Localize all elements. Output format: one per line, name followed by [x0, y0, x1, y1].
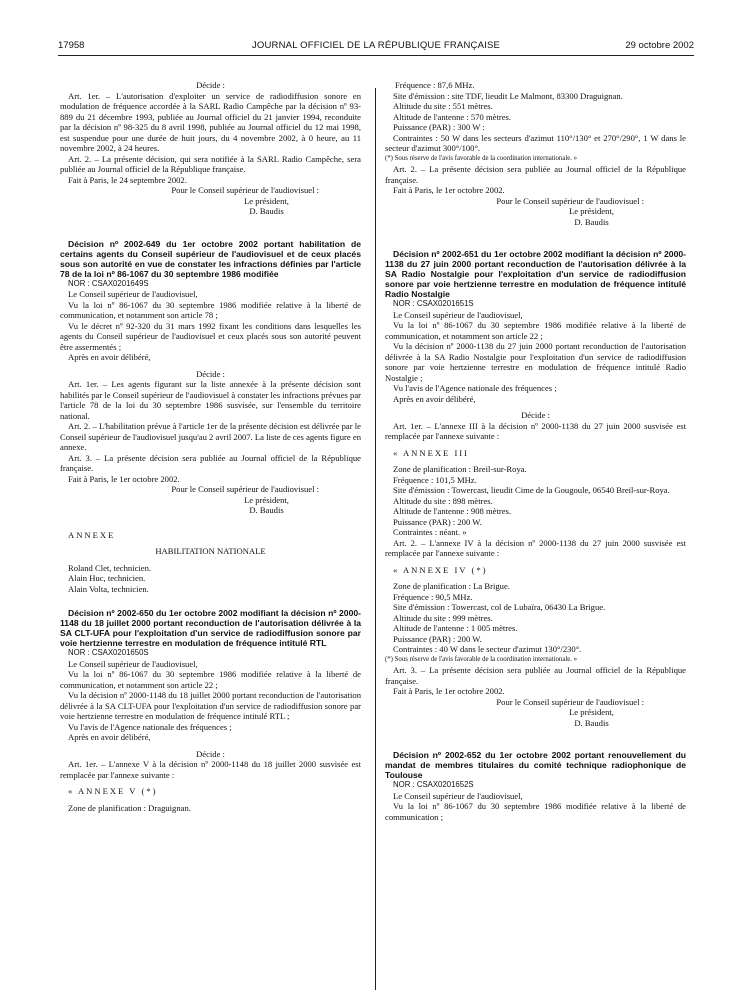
- spacer: [385, 728, 686, 750]
- paragraph: Fréquence : 90,5 MHz.: [393, 591, 473, 602]
- left-column: [60, 80, 361, 813]
- paragraph: Site d'émission : site TDF, lieudit Le Malmont, 83300 Draguignan.: [393, 90, 623, 101]
- footnote: (*) Sous réserve de l'avis favorable de la coordination internationale. »: [385, 154, 578, 162]
- paragraph: Zone de planification : La Brigue.: [393, 581, 510, 591]
- annex-heading: « ANNEXE III: [393, 447, 470, 458]
- paragraph: Puissance (PAR) : 200 W.: [393, 633, 482, 644]
- paragraph: Puissance (PAR) : 300 W :: [393, 122, 485, 132]
- spacer: [60, 594, 361, 608]
- annex-heading: ANNEXE: [68, 529, 116, 540]
- spacer: [60, 516, 361, 530]
- paragraph: Puissance (PAR) : 200 W.: [393, 516, 482, 527]
- paragraph: Altitude du site : 551 mètres.: [393, 101, 493, 111]
- centered-heading: Décide :: [196, 80, 225, 90]
- paragraph: Contraintes : néant. »: [393, 527, 467, 537]
- paragraph: Vu la loi nº 86-1067 du 30 septembre 1986 modifiée relative à la liberté de communication, et notamment son article 22 ;: [385, 320, 686, 341]
- annex-heading: « ANNEXE IV (*): [393, 564, 488, 575]
- decision-title: Décision nº 2002-651 du 1er octobre 2002 modifiant la décision nº 2000-1138 du 27 juin 2000 portant reconduction de l'autorisation délivrée à la SA Radio Nostalgie pour l'exploitation d'un service de radiodiffusion sonore par voie hertzienne terrestre en modulation de fréquence intitulé Radio Nostalgie: [385, 249, 686, 299]
- signature-line: Pour le Conseil supérieur de l'audiovisuel :: [496, 195, 644, 206]
- decision-title: Décision nº 2002-649 du 1er octobre 2002 portant habilitation de certains agents du Conseil supérieur de l'audiovisuel et de ceux placés sous son autorité en vue de constater les infractions définies par l'article 78 de la loi nº 86-1067 du 30 septembre 1986 modifiée: [60, 238, 361, 279]
- nor-reference: NOR : CSAX0201649S: [68, 278, 149, 288]
- spacer: [60, 217, 361, 239]
- centered-heading: Décide :: [196, 368, 225, 379]
- column-divider: [375, 88, 376, 990]
- paragraph: Altitude du site : 898 mètres.: [393, 495, 493, 506]
- paragraph: Zone de planification : Breil-sur-Roya.: [393, 464, 527, 474]
- paragraph: Le Conseil supérieur de l'audiovisuel,: [393, 790, 523, 801]
- paragraph: Art. 3. – La présente décision sera publiée au Journal officiel de la République française.: [385, 665, 686, 686]
- footnote: (*) Sous réserve de l'avis favorable de la coordination internationale. »: [385, 655, 578, 663]
- paragraph: Art. 2. – La présente décision sera publiée au Journal officiel de la République française.: [385, 164, 686, 185]
- centered-heading: HABILITATION NATIONALE: [155, 546, 266, 556]
- paragraph: Alain Huc, technicien.: [68, 573, 146, 583]
- paragraph: Art. 1er. – L'annexe V à la décision nº 2000-1148 du 18 juillet 2000 susvisée est remplacée par l'annexe suivante :: [60, 759, 361, 780]
- paragraph: Art. 2. – L'annexe IV à la décision nº 2000-1138 du 27 juin 2000 susvisée est remplacée par l'annexe suivante :: [385, 537, 686, 558]
- nor-reference: NOR : CSAX0201652S: [393, 780, 474, 789]
- page-header: [58, 40, 694, 54]
- decision-title: Décision nº 2002-650 du 1er octobre 2002 modifiant la décision nº 2000-1148 du 18 juillet 2000 portant reconduction de l'autorisation délivrée à la SA CLT-UFA pour l'exploitation d'un service de radiodiffusion sonore par voie hertzienne terrestre en modulation de fréquence intitulé RTL: [60, 608, 361, 648]
- paragraph: Art. 1er. – L'annexe III à la décision nº 2000-1138 du 27 juin 2000 susvisée est remplacée par l'annexe suivante :: [385, 420, 686, 441]
- signature-line: Le président,: [244, 195, 289, 206]
- centered-heading: Décide :: [521, 410, 550, 420]
- paragraph: Fait à Paris, le 1er octobre 2002.: [393, 185, 505, 195]
- paragraph: Contraintes : 40 W dans le secteur d'azimut 130°/230°.: [393, 644, 582, 654]
- paragraph: Art. 2. – La présente décision, qui sera notifiée à la SARL Radio Campêche, sera publiée au Journal officiel de la République française.: [60, 153, 361, 174]
- paragraph: Altitude de l'antenne : 1 005 mètres.: [393, 623, 518, 633]
- signature-line: D. Baudis: [249, 206, 284, 216]
- paragraph: Site d'émission : Towercast, col de Lubaïra, 06430 La Brigue.: [393, 602, 606, 612]
- right-column: [385, 80, 686, 822]
- nor-reference: NOR : CSAX0201651S: [393, 299, 474, 308]
- centered-heading: Décide :: [196, 748, 225, 759]
- nor-reference: NOR : CSAX0201650S: [68, 648, 149, 657]
- paragraph: Vu la loi nº 86-1067 du 30 septembre 1986 modifiée relative à la liberté de communication, et notamment son article 78 ;: [60, 299, 361, 320]
- signature-line: D. Baudis: [574, 216, 609, 227]
- paragraph: Vu le décret nº 92-320 du 31 mars 1992 fixant les conditions dans lesquelles les agents du Conseil supérieur de l'audiovisuel et ceux placés sous son autorité peuvent être assermentés ;: [60, 320, 361, 352]
- paragraph: Art. 1er. – L'autorisation d'exploiter un service de radiodiffusion sonore en modulation de fréquence accordée à la SARL Radio Campêche par la décision nº 93-889 du 21 décembre 1993, publiée au Journal officiel du 21 janvier 1994, reconduite par la décision nº 98-325 du 8 avril 1998, publiée au Journal officiel du 12 mai 1998, est suspendue pour une durée de huit jours, du 4 novembre 2002, à 0 heure, au 11 novembre 2002, à 24 heures.: [60, 90, 361, 153]
- paragraph: Vu l'avis de l'Agence nationale des fréquences ;: [393, 383, 557, 393]
- signature-line: D. Baudis: [574, 717, 609, 728]
- paragraph: Site d'émission : Towercast, lieudit Cime de la Gougoule, 06540 Breil-sur-Roya.: [393, 485, 670, 495]
- paragraph: Altitude de l'antenne : 908 mètres.: [393, 506, 512, 516]
- paragraph: Fait à Paris, le 1er octobre 2002.: [68, 473, 180, 484]
- paragraph: Vu l'avis de l'Agence nationale des fréquences ;: [68, 721, 232, 732]
- paragraph: Le Conseil supérieur de l'audiovisuel,: [393, 309, 523, 320]
- paragraph: Vu la loi nº 86-1067 du 30 septembre 1986 modifiée relative à la liberté de communication, et notamment son article 22 ;: [60, 669, 361, 690]
- signature-line: Pour le Conseil supérieur de l'audiovisuel :: [171, 185, 319, 195]
- paragraph: Après en avoir délibéré,: [68, 352, 151, 362]
- paragraph: Roland Clet, technicien.: [68, 562, 152, 573]
- signature-line: Le président,: [569, 206, 614, 216]
- decision-title: Décision nº 2002-652 du 1er octobre 2002 portant renouvellement du mandat de membres titulaires du comité technique radiophonique de Toulouse: [385, 750, 686, 780]
- paragraph: Fait à Paris, le 1er octobre 2002.: [393, 686, 505, 696]
- paragraph: Fréquence : 87,6 MHz.: [395, 80, 475, 90]
- paragraph: Le Conseil supérieur de l'audiovisuel,: [68, 658, 198, 669]
- paragraph: Art. 3. – La présente décision sera publiée au Journal officiel de la République française.: [60, 452, 361, 473]
- paragraph: Altitude de l'antenne : 570 mètres.: [393, 111, 512, 122]
- issue-date: 29 octobre 2002: [625, 40, 694, 51]
- paragraph: Vu la loi nº 86-1067 du 30 septembre 1986 modifiée relative à la liberté de communication ;: [385, 801, 686, 822]
- page-number: 17958: [58, 40, 85, 51]
- header-rule: [58, 55, 694, 56]
- paragraph: Alain Volta, technicien.: [68, 583, 149, 594]
- journal-title: JOURNAL OFFICIEL DE LA RÉPUBLIQUE FRANÇAISE: [251, 40, 501, 51]
- paragraph: Vu la décision nº 2000-1138 du 27 juin 2000 portant reconduction de l'autorisation délivrée à la SA Radio Nostalgie pour l'exploitation d'un service de radiodiffusion sonore par voie hertzienne terrestre en modulation de fréquence intitulé Radio Nostalgie ;: [385, 341, 686, 383]
- signature-line: Pour le Conseil supérieur de l'audiovisuel :: [171, 484, 319, 494]
- paragraph: Zone de planification : Draguignan.: [68, 802, 191, 813]
- spacer: [385, 227, 686, 249]
- paragraph: Fréquence : 101,5 MHz.: [393, 474, 477, 485]
- paragraph: Art. 2. – L'habilitation prévue à l'article 1er de la présente décision est délivrée par le Conseil supérieur de l'audiovisuel jusqu'au 2 avril 2007. La liste de ces agents figure en annexe.: [60, 421, 361, 452]
- signature-line: Le président,: [569, 707, 614, 717]
- paragraph: Vu la décision nº 2000-1148 du 18 juillet 2000 portant reconduction de l'autorisation délivrée à la SA CLT-UFA pour l'exploitation d'un service de radiodiffusion sonore par voie hertzienne terrestre en modulation de fréquence intitulé RTL ;: [60, 690, 361, 721]
- paragraph: Altitude du site : 999 mètres.: [393, 612, 493, 623]
- signature-line: Le président,: [244, 494, 289, 505]
- paragraph: Le Conseil supérieur de l'audiovisuel,: [68, 289, 198, 299]
- signature-line: D. Baudis: [249, 505, 284, 515]
- paragraph: Art. 1er. – Les agents figurant sur la liste annexée à la présente décision sont habilités par le Conseil supérieur de l'audiovisuel à constater les infractions prévues par l'article 78 de la loi du 30 septembre 1986 susvisée, sur l'ensemble du territoire national.: [60, 379, 361, 421]
- annex-heading: « ANNEXE V (*): [68, 786, 158, 796]
- paragraph: Après en avoir délibéré,: [393, 393, 476, 404]
- paragraph: Après en avoir délibéré,: [68, 732, 151, 742]
- paragraph: Contraintes : 50 W dans les secteurs d'azimut 110°/130° et 270°/290°, 1 W dans le secteur d'azimut 300°/100°.: [385, 132, 686, 153]
- paragraph: Fait à Paris, le 24 septembre 2002.: [68, 174, 187, 185]
- signature-line: Pour le Conseil supérieur de l'audiovisuel :: [496, 696, 644, 707]
